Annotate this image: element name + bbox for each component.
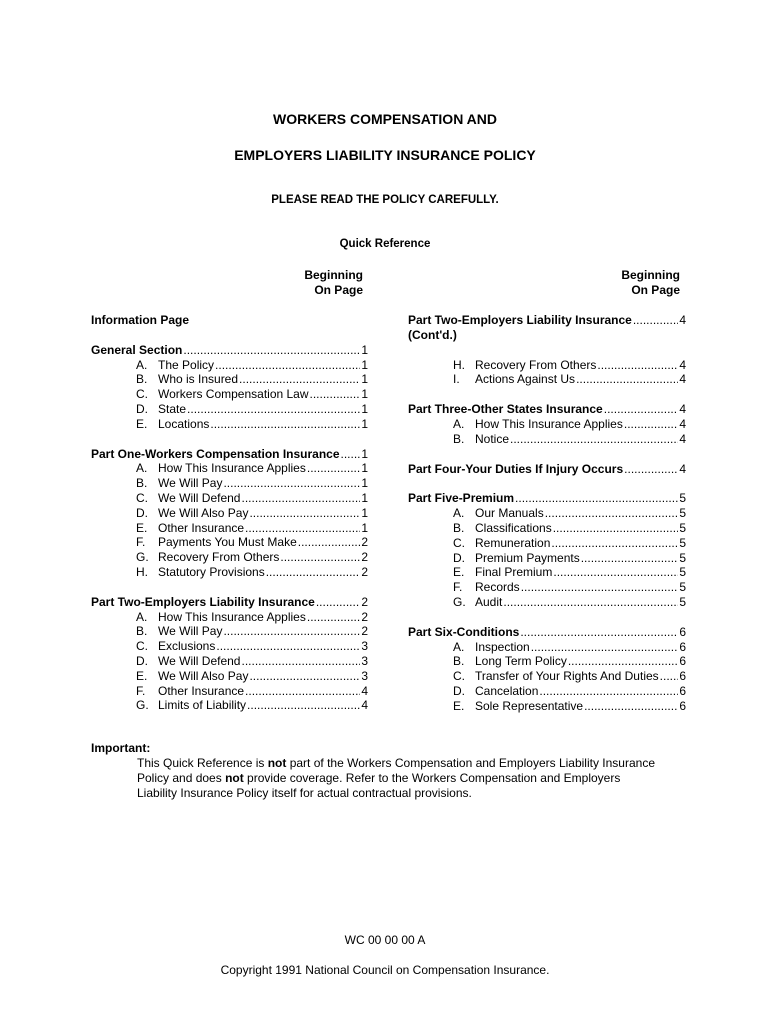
left-toc-column — [91, 313, 368, 713]
toc-subitem: D. Cancelation ..... 6 — [408, 684, 686, 699]
title-line-2: EMPLOYERS LIABILITY INSURANCE POLICY — [234, 147, 536, 163]
toc-subitem: A. The Policy ..... 1 — [91, 358, 368, 373]
toc-subitem: D. Premium Payments ..... 5 — [408, 551, 686, 566]
toc-subitem: E. Final Premium ..... 5 — [408, 565, 686, 580]
important-body: This Quick Reference is not part of the Workers Compensation and Employers Liability Insurance Policy and does not provide coverage. Refer to the Workers Compensation and Employers Liability Insurance Policy itself for actual contractual provisions. — [137, 756, 655, 800]
toc-subitem: C. Exclusions ..... 3 — [91, 639, 368, 654]
toc-subitem: E. Sole Representative ..... 6 — [408, 699, 686, 714]
toc-subitem: B. Who is Insured ..... 1 — [91, 372, 368, 387]
part-two-entry: Part Two-Employers Liability Insurance ..... 2 — [91, 595, 368, 610]
read-notice: PLEASE READ THE POLICY CAREFULLY. — [271, 194, 499, 206]
toc-subitem: A. How This Insurance Applies ..... 1 — [91, 461, 368, 476]
toc-subitem: E. Locations ..... 1 — [91, 417, 368, 432]
part-three-entry: Part Three-Other States Insurance ..... 4 — [408, 402, 686, 417]
toc-subitem: A. How This Insurance Applies ..... 4 — [408, 417, 686, 432]
toc-subitem: F. Records ..... 5 — [408, 580, 686, 595]
toc-subitem: A. Inspection ..... 6 — [408, 640, 686, 655]
right-column-heading: Beginning On Page — [621, 268, 680, 297]
toc-subitem: G. Limits of Liability ..... 4 — [91, 698, 368, 713]
toc-subitem: F. Payments You Must Make ..... 2 — [91, 535, 368, 550]
toc-subitem: B. We Will Pay ..... 1 — [91, 476, 368, 491]
general-section-entry: General Section ..... 1 — [91, 343, 368, 358]
toc-subitem: B. We Will Pay ..... 2 — [91, 624, 368, 639]
part-two-contd-suffix: (Cont'd.) — [408, 327, 457, 342]
part-six-entry: Part Six-Conditions ..... 6 — [408, 625, 686, 640]
important-label: Important: — [91, 741, 151, 755]
part-one-entry: Part One-Workers Compensation Insurance ..... 1 — [91, 447, 368, 462]
toc-subitem: E. Other Insurance ..... 1 — [91, 521, 368, 536]
toc-subitem: H. Statutory Provisions ..... 2 — [91, 565, 368, 580]
right-toc-column — [408, 313, 686, 714]
toc-subitem: G. Recovery From Others ..... 2 — [91, 550, 368, 565]
title-line-1: WORKERS COMPENSATION AND — [273, 111, 497, 127]
toc-subitem: F. Other Insurance ..... 4 — [91, 684, 368, 699]
toc-subitem: B. Long Term Policy ..... 6 — [408, 654, 686, 669]
toc-subitem: G. Audit ..... 5 — [408, 595, 686, 610]
toc-subitem: D. State ..... 1 — [91, 402, 368, 417]
form-number: WC 00 00 00 A — [344, 933, 426, 947]
toc-subitem: H. Recovery From Others ..... 4 — [408, 358, 686, 373]
information-page-entry: Information Page — [91, 313, 190, 327]
left-column-heading: Beginning On Page — [304, 268, 363, 297]
toc-subitem: B. Notice ..... 4 — [408, 432, 686, 447]
toc-subitem: I. Actions Against Us ..... 4 — [408, 372, 686, 387]
toc-subitem: A. Our Manuals ..... 5 — [408, 506, 686, 521]
quick-reference-heading: Quick Reference — [339, 238, 431, 250]
toc-subitem: B. Classifications ..... 5 — [408, 521, 686, 536]
toc-subitem: C. Workers Compensation Law ..... 1 — [91, 387, 368, 402]
part-five-entry: Part Five-Premium ..... 5 — [408, 491, 686, 506]
toc-subitem: D. We Will Defend ..... 3 — [91, 654, 368, 669]
copyright: Copyright 1991 National Council on Compensation Insurance. — [220, 963, 550, 977]
part-four-entry: Part Four-Your Duties If Injury Occurs ..... 4 — [408, 462, 686, 477]
toc-subitem: C. Remuneration ..... 5 — [408, 536, 686, 551]
toc-subitem: C. Transfer of Your Rights And Duties ..... 6 — [408, 669, 686, 684]
important-notice — [91, 741, 711, 801]
toc-subitem: E. We Will Also Pay ..... 3 — [91, 669, 368, 684]
toc-subitem: C. We Will Defend ..... 1 — [91, 491, 368, 506]
toc-subitem: A. How This Insurance Applies ..... 2 — [91, 610, 368, 625]
part-two-contd-entry: Part Two-Employers Liability Insurance ..... 4 — [408, 313, 686, 328]
toc-subitem: D. We Will Also Pay ..... 1 — [91, 506, 368, 521]
